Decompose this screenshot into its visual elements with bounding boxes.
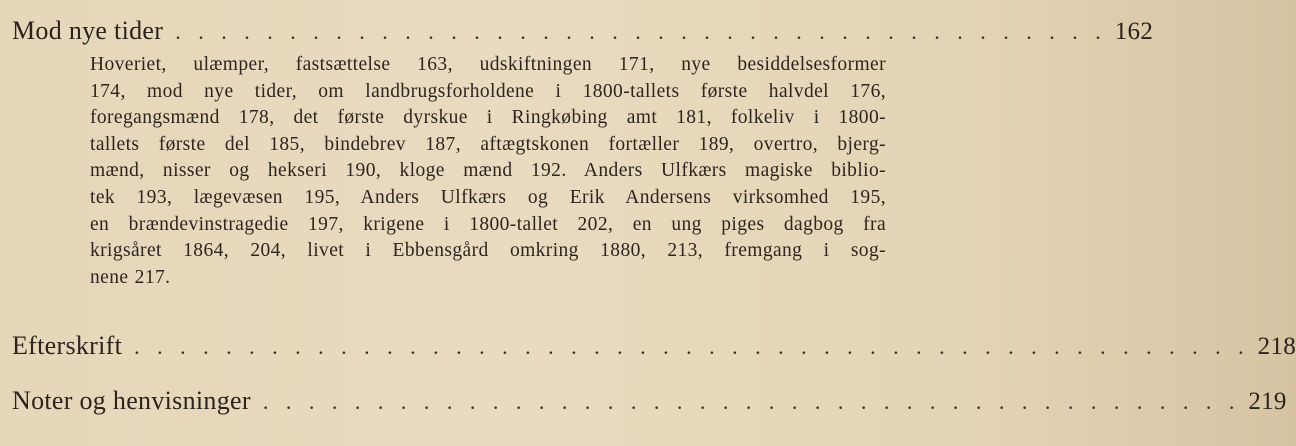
subtopic-line: tallets første del 185, bindebrev 187, aftægtskonen fortæller 189, overtro, bjerg- <box>90 133 886 155</box>
toc-entry-title: Efterskrift <box>12 331 123 360</box>
dot-leader: . . . . . . . . . . . . . . . . . . . . . . . . . . . . . . . . . . . . . . . . . . . . . . . . . <box>134 334 1250 359</box>
subtopic-line: krigsåret 1864, 204, livet i Ebbensgård omkring 1880, 213, fremgang i sog- <box>90 240 886 262</box>
subtopic-line: mænd, nisser og hekseri 190, kloge mænd 192. Anders Ulfkærs magiske biblio- <box>90 160 886 182</box>
dot-leader: . . . . . . . . . . . . . . . . . . . . . . . . . . . . . . . . . . . . . . . . . <box>175 19 1107 44</box>
toc-entry-subtopics <box>90 52 886 291</box>
subtopic-line: foregangsmænd 178, det første dyrskue i Ringkøbing amt 181, folkeliv i 1800- <box>90 107 886 129</box>
toc-entry-mod-nye-tider <box>12 16 1154 46</box>
subtopic-line: Hoveriet, ulæmper, fastsættelse 163, udskiftningen 171, nye besiddelsesformer <box>90 54 886 75</box>
dot-leader: . . . . . . . . . . . . . . . . . . . . . . . . . . . . . . . . . . . . . . . . . . . <box>262 389 1241 414</box>
toc-entry-title: Mod nye tider <box>12 16 164 45</box>
toc-page-number: 219 <box>1248 388 1287 415</box>
subtopic-line: en brændevinstragedie 197, krigene i 1800-tallet 202, en ung piges dagbog fra <box>90 213 886 235</box>
toc-page-number: 218 <box>1257 333 1296 360</box>
subtopic-line: tek 193, lægevæsen 195, Anders Ulfkærs og Erik Andersens virksomhed 195, <box>90 186 886 208</box>
subtopic-line: 174, mod nye tider, om landbrugsforholdene i 1800-tallets første halvdel 176, <box>90 80 886 102</box>
toc-page-number: 162 <box>1114 18 1154 45</box>
toc-entry-noter-og-henvisninger <box>12 386 1287 416</box>
toc-entry-title: Noter og henvisninger <box>12 386 251 415</box>
subtopic-line: nene 217. <box>90 266 171 288</box>
toc-entry-efterskrift <box>12 331 1296 361</box>
